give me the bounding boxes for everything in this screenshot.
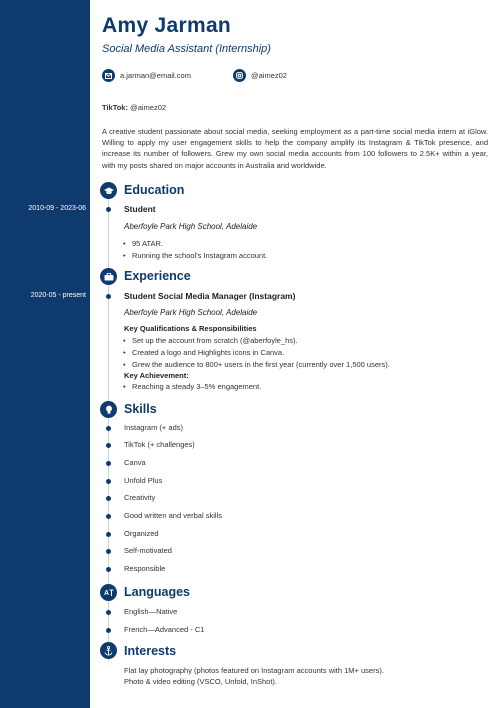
sidebar (0, 0, 90, 708)
skill-item: Unfold Plus (124, 476, 163, 485)
timeline-dot (106, 426, 111, 431)
skill-item: TikTok (+ challenges) (124, 440, 195, 449)
instagram-text: @aimez02 (251, 71, 287, 80)
education-bullet: • Running the school's Instagram account. (124, 251, 267, 260)
skill-item: Canva (124, 458, 146, 467)
timeline-dot (106, 567, 111, 572)
timeline-dot (106, 207, 111, 212)
skills-title: Skills (124, 402, 157, 416)
email-contact[interactable] (102, 69, 191, 82)
timeline-dot (106, 532, 111, 537)
experience-org: Aberfoyle Park High School, Adelaide (124, 308, 258, 317)
skill-item: Organized (124, 529, 159, 538)
skill-item: Responsible (124, 564, 166, 573)
timeline-dot (106, 479, 111, 484)
experience-title: Experience (124, 269, 191, 283)
skill-item: Self-motivated (124, 546, 172, 555)
tiktok-value: @aimez02 (130, 103, 167, 112)
summary-paragraph: A creative student passionate about social media, seeking employment as a part-time social media intern at iGlow. Willing to apply my user engagement skills to help the company amplify its Instagram & TikTok presence, and increase its number of followers. Grew my own social media accounts from 100 followers to 2.5K+ within a year, with my posts shared on major accounts in Australia and worldwide. (102, 127, 488, 170)
skill-item: Creativity (124, 493, 156, 502)
achievement-bullet: • Reaching a steady 3–5% engagement. (124, 382, 261, 391)
achievement-label: Key Achievement: (124, 371, 189, 380)
education-degree: Student (124, 204, 156, 214)
translate-icon (100, 584, 117, 601)
skill-item: Good written and verbal skills (124, 511, 222, 520)
timeline-dot (106, 610, 111, 615)
languages-title: Languages (124, 585, 190, 599)
experience-bullet: • Grew the audience to 800+ users in the first year (currently over 1,500 users). (124, 360, 390, 369)
interest-line: Photo & video editing (VSCO, Unfold, InShot). (124, 677, 277, 686)
education-school: Aberfoyle Park High School, Adelaide (124, 222, 258, 231)
interests-title: Interests (124, 644, 177, 658)
envelope-icon (102, 69, 115, 82)
graduation-cap-icon (100, 182, 117, 199)
email-text: a.jarman@email.com (120, 71, 191, 80)
lightbulb-icon (100, 401, 117, 418)
tiktok-label: TikTok: (102, 103, 128, 112)
skill-item: Instagram (+ ads) (124, 423, 183, 432)
timeline-dot (106, 514, 111, 519)
experience-job: Student Social Media Manager (Instagram) (124, 291, 296, 301)
timeline-dot (106, 496, 111, 501)
tiktok-line (102, 103, 166, 112)
interest-line: Flat lay photography (photos featured on Instagram accounts with 1M+ users). (124, 666, 384, 675)
education-bullet: • 95 ATAR. (124, 239, 163, 248)
anchor-icon (100, 642, 117, 659)
briefcase-icon (100, 268, 117, 285)
timeline-dot (106, 294, 111, 299)
language-item: French—Advanced - C1 (124, 625, 205, 634)
svg-text:A: A (103, 590, 109, 597)
resume-name: Amy Jarman (102, 14, 232, 37)
education-date: 2010-09 - 2023-06 (28, 205, 86, 212)
experience-date: 2020-05 - present (30, 292, 86, 299)
timeline-dot (106, 549, 111, 554)
timeline-dot (106, 461, 111, 466)
experience-bullet: • Created a logo and Highlights icons in Canva. (124, 348, 284, 357)
instagram-contact[interactable] (233, 69, 287, 82)
experience-bullet: • Set up the account from scratch (@aberfoyle_hs). (124, 336, 298, 345)
instagram-icon (233, 69, 246, 82)
education-title: Education (124, 183, 185, 197)
qualifications-label: Key Qualifications & Responsibilities (124, 324, 257, 333)
timeline-dot (106, 443, 111, 448)
language-item: English—Native (124, 607, 178, 616)
timeline-dot (106, 628, 111, 633)
resume-role: Social Media Assistant (Internship) (102, 43, 271, 55)
